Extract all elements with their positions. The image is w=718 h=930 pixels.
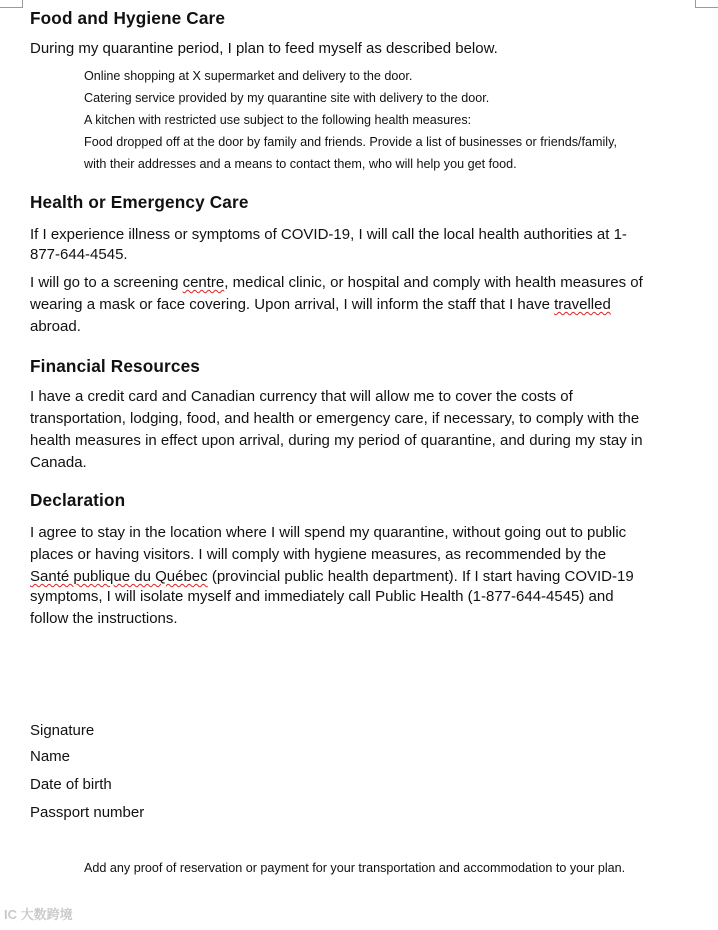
food-heading: Food and Hygiene Care	[30, 8, 226, 28]
food-intro: During my quarantine period, I plan to feed myself as described below.	[30, 40, 498, 57]
declaration-line2: places or having visitors. I will comply with hygiene measures, as recommended by the	[30, 546, 607, 563]
financial-line3: health measures in effect upon arrival, during my period of quarantine, and during my stay in	[30, 432, 643, 449]
food-option-dropoff: Food dropped off at the door by family and friends. Provide a list of businesses or friends/family,	[84, 135, 617, 149]
financial-heading: Financial Resources	[30, 356, 201, 376]
spell-flag-centre: centre	[182, 274, 225, 291]
health-p2-line1-a: I will go to a screening	[30, 274, 183, 291]
declaration-heading: Declaration	[30, 490, 126, 510]
food-option-catering: Catering service provided by my quarantine site with delivery to the door.	[84, 91, 490, 105]
watermark-logo: IC 大数跨境	[4, 907, 73, 922]
declaration-line4: symptoms, I will isolate myself and immediately call Public Health (1-877-644-4545) and	[30, 588, 614, 605]
declaration-line5: follow the instructions.	[30, 610, 178, 627]
health-heading: Health or Emergency Care	[30, 192, 249, 212]
declaration-line1: I agree to stay in the location where I will spend my quarantine, without going out to public	[30, 524, 627, 541]
health-p2-line2	[30, 296, 611, 313]
proof-note: Add any proof of reservation or payment for your transportation and accommodation to your plan.	[84, 861, 626, 875]
declaration-line3-b: (provincial public health department). If I start having COVID-19	[207, 568, 634, 585]
dob-field-label: Date of birth	[30, 776, 112, 793]
food-option-online: Online shopping at X supermarket and delivery to the door.	[84, 69, 413, 83]
health-p2-line3: abroad.	[30, 318, 81, 335]
food-option-dropoff-cont: with their addresses and a means to contact them, who will help you get food.	[84, 157, 517, 171]
page-corner-mark-right	[695, 0, 718, 8]
food-option-kitchen: A kitchen with restricted use subject to the following health measures:	[84, 113, 472, 127]
declaration-line3	[30, 568, 634, 585]
passport-field-label: Passport number	[30, 804, 145, 821]
health-p1-line2: 877-644-4545.	[30, 246, 128, 263]
financial-line2: transportation, lodging, food, and health or emergency care, if necessary, to comply with the	[30, 410, 640, 427]
signature-field-label: Signature	[30, 722, 95, 739]
financial-line4: Canada.	[30, 454, 87, 471]
financial-line1: I have a credit card and Canadian currency that will allow me to cover the costs of	[30, 388, 573, 405]
health-p2-line2-a: wearing a mask or face covering. Upon arrival, I will inform the staff that I have	[30, 296, 555, 313]
name-field-label: Name	[30, 748, 71, 765]
spell-flag-sante-publique: Santé publique du Québec	[30, 568, 208, 585]
health-p1-line1: If I experience illness or symptoms of COVID-19, I will call the local health authorities at 1-	[30, 226, 627, 243]
health-p2-line1	[30, 274, 643, 291]
page-corner-mark-left	[0, 0, 23, 8]
health-p2-line1-c: , medical clinic, or hospital and comply with health measures of	[224, 274, 643, 291]
spell-flag-travelled: travelled	[554, 296, 611, 313]
